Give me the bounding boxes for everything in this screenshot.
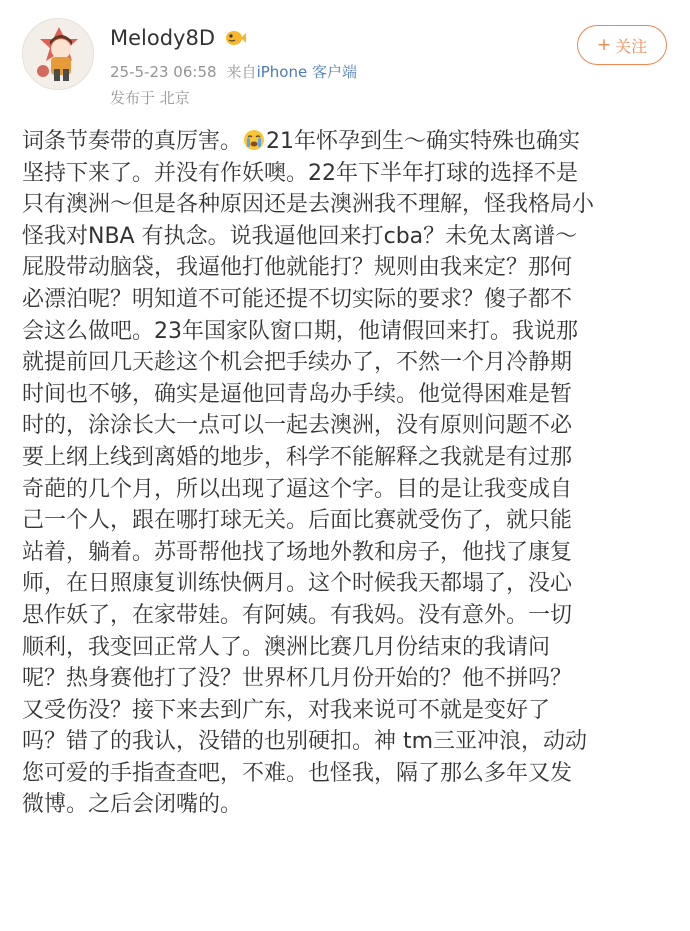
post-line: 时的，涂涂长大一点可以一起去澳洲，没有原则问题不必 (22, 413, 573, 439)
post-text (22, 126, 674, 821)
post-line: 站着，躺着。苏哥帮他找了场地外教和房子，他找了康复 (22, 539, 573, 565)
post-location: 发布于 北京 (110, 89, 190, 107)
source-app-link[interactable]: iPhone 客户端 (256, 63, 357, 81)
follow-label: 关注 (615, 36, 648, 56)
post-line: 师，在日照康复训练快俩月。这个时候我天都塌了，没心 (22, 571, 573, 597)
post-line: 要上纲上线到离婚的地步，科学不能解释之我就是有过那 (22, 444, 573, 470)
post-header (0, 0, 690, 120)
post-line: 顺利，我变回正常人了。澳洲比赛几月份结束的我请问 (22, 634, 551, 660)
post-line: 就提前回几天趁这个机会把手续办了，不然一个月冷静期 (22, 350, 573, 376)
post-line: 思作妖了，在家带娃。有阿姨。有我妈。没有意外。一切 (22, 602, 573, 628)
post-line (22, 126, 674, 158)
post-line: 奇葩的几个月，所以出现了逼这个字。目的是让我变成自 (22, 476, 573, 502)
post-text-segment: 21年怀孕到生～确实特殊也确实 (266, 129, 581, 154)
post-line: 又受伤没？接下来去到广东，对我来说可不就是变好了 (22, 697, 551, 723)
crying-face-emoji-icon (243, 129, 265, 151)
yellow-fish-badge-icon (224, 28, 246, 48)
post-text-segment: 词条节奏带的真厉害。 (22, 129, 243, 154)
post-line: 微博。之后会闭嘴的。 (22, 792, 243, 818)
post-timestamp: 25-5-23 06:58 (110, 63, 217, 81)
post-line: 您可爱的手指查查吧，不难。也怪我，隔了那么多年又发 (22, 760, 573, 786)
post-line: 呢？热身赛他打了没？世界杯几月份开始的？他不拼吗？ (22, 666, 573, 692)
post-line: 只有澳洲～但是各种原因还是去澳洲我不理解，怪我格局小 (22, 192, 595, 218)
username[interactable]: Melody8D (110, 26, 216, 50)
post-meta (110, 62, 357, 82)
post-line: 怪我对NBA 有执念。说我逼他回来打cba？未免太离谱～ (22, 223, 578, 249)
cartoon-avatar-icon (23, 19, 94, 90)
follow-button[interactable] (577, 25, 667, 65)
post-line: 吗？错了的我认，没错的也别硬扣。神 tm三亚冲浪，动动 (22, 729, 588, 755)
post-line: 己一个人，跟在哪打球无关。后面比赛就受伤了，就只能 (22, 508, 573, 534)
post-line: 会这么做吧。23年国家队窗口期，他请假回来打。我说那 (22, 318, 578, 344)
post-line: 时间也不够，确实是逼他回青岛办手续。他觉得困难是暂 (22, 381, 573, 407)
post-line: 坚持下来了。并没有作妖噢。22年下半年打球的选择不是 (22, 160, 578, 186)
post-line: 屁股带动脑袋，我逼他打他就能打？规则由我来定？那何 (22, 255, 573, 281)
avatar[interactable] (22, 18, 94, 90)
plus-icon: + (596, 35, 612, 55)
post-line: 必漂泊呢？明知道不可能还提不切实际的要求？傻子都不 (22, 286, 573, 312)
source-prefix: 来自 (226, 63, 257, 81)
